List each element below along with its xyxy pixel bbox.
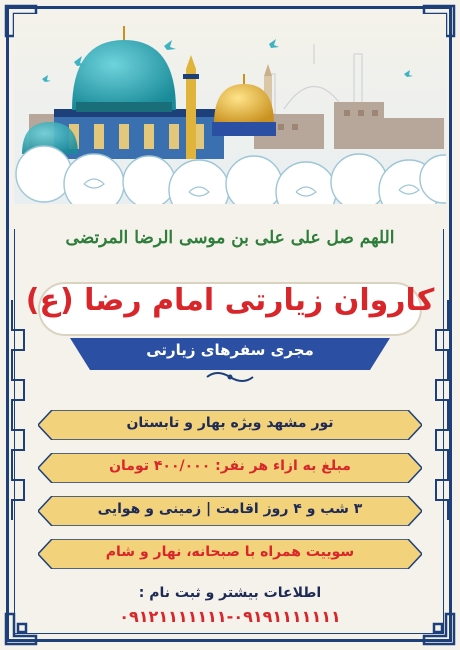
feature-text: سوییت همراه با صبحانه، نهار و شام bbox=[105, 544, 355, 560]
feature-text: تور مشهد ویژه بهار و تابستان bbox=[126, 415, 334, 431]
page-title: کاروان زیارتی امام رضا (ع) bbox=[25, 283, 435, 318]
feature-row bbox=[38, 496, 422, 526]
feature-text: مبلغ به ازاء هر نفر: ۴۰۰/۰۰۰ تومان bbox=[109, 458, 351, 474]
feature-row bbox=[38, 539, 422, 569]
phone-numbers: ۰۹۱۲۱۱۱۱۱۱۱-۰۹۱۹۱۱۱۱۱۱۱ bbox=[119, 607, 341, 626]
feature-row bbox=[38, 410, 422, 440]
shrine-illustration bbox=[14, 14, 446, 229]
subtitle: مجری سفرهای زیارتی bbox=[146, 341, 314, 359]
left-side-ornament bbox=[8, 300, 28, 520]
calligraphy-salutation: اللهم صل علی علی بن موسی الرضا المرتضی bbox=[65, 228, 395, 248]
feature-text: ۳ شب و ۴ روز اقامت | زمینی و هوایی bbox=[97, 501, 363, 517]
contact-label: اطلاعات بیشتر و ثبت نام : bbox=[138, 585, 322, 601]
right-side-ornament bbox=[432, 300, 452, 520]
divider-ornament-icon bbox=[205, 370, 255, 384]
feature-row bbox=[38, 453, 422, 483]
